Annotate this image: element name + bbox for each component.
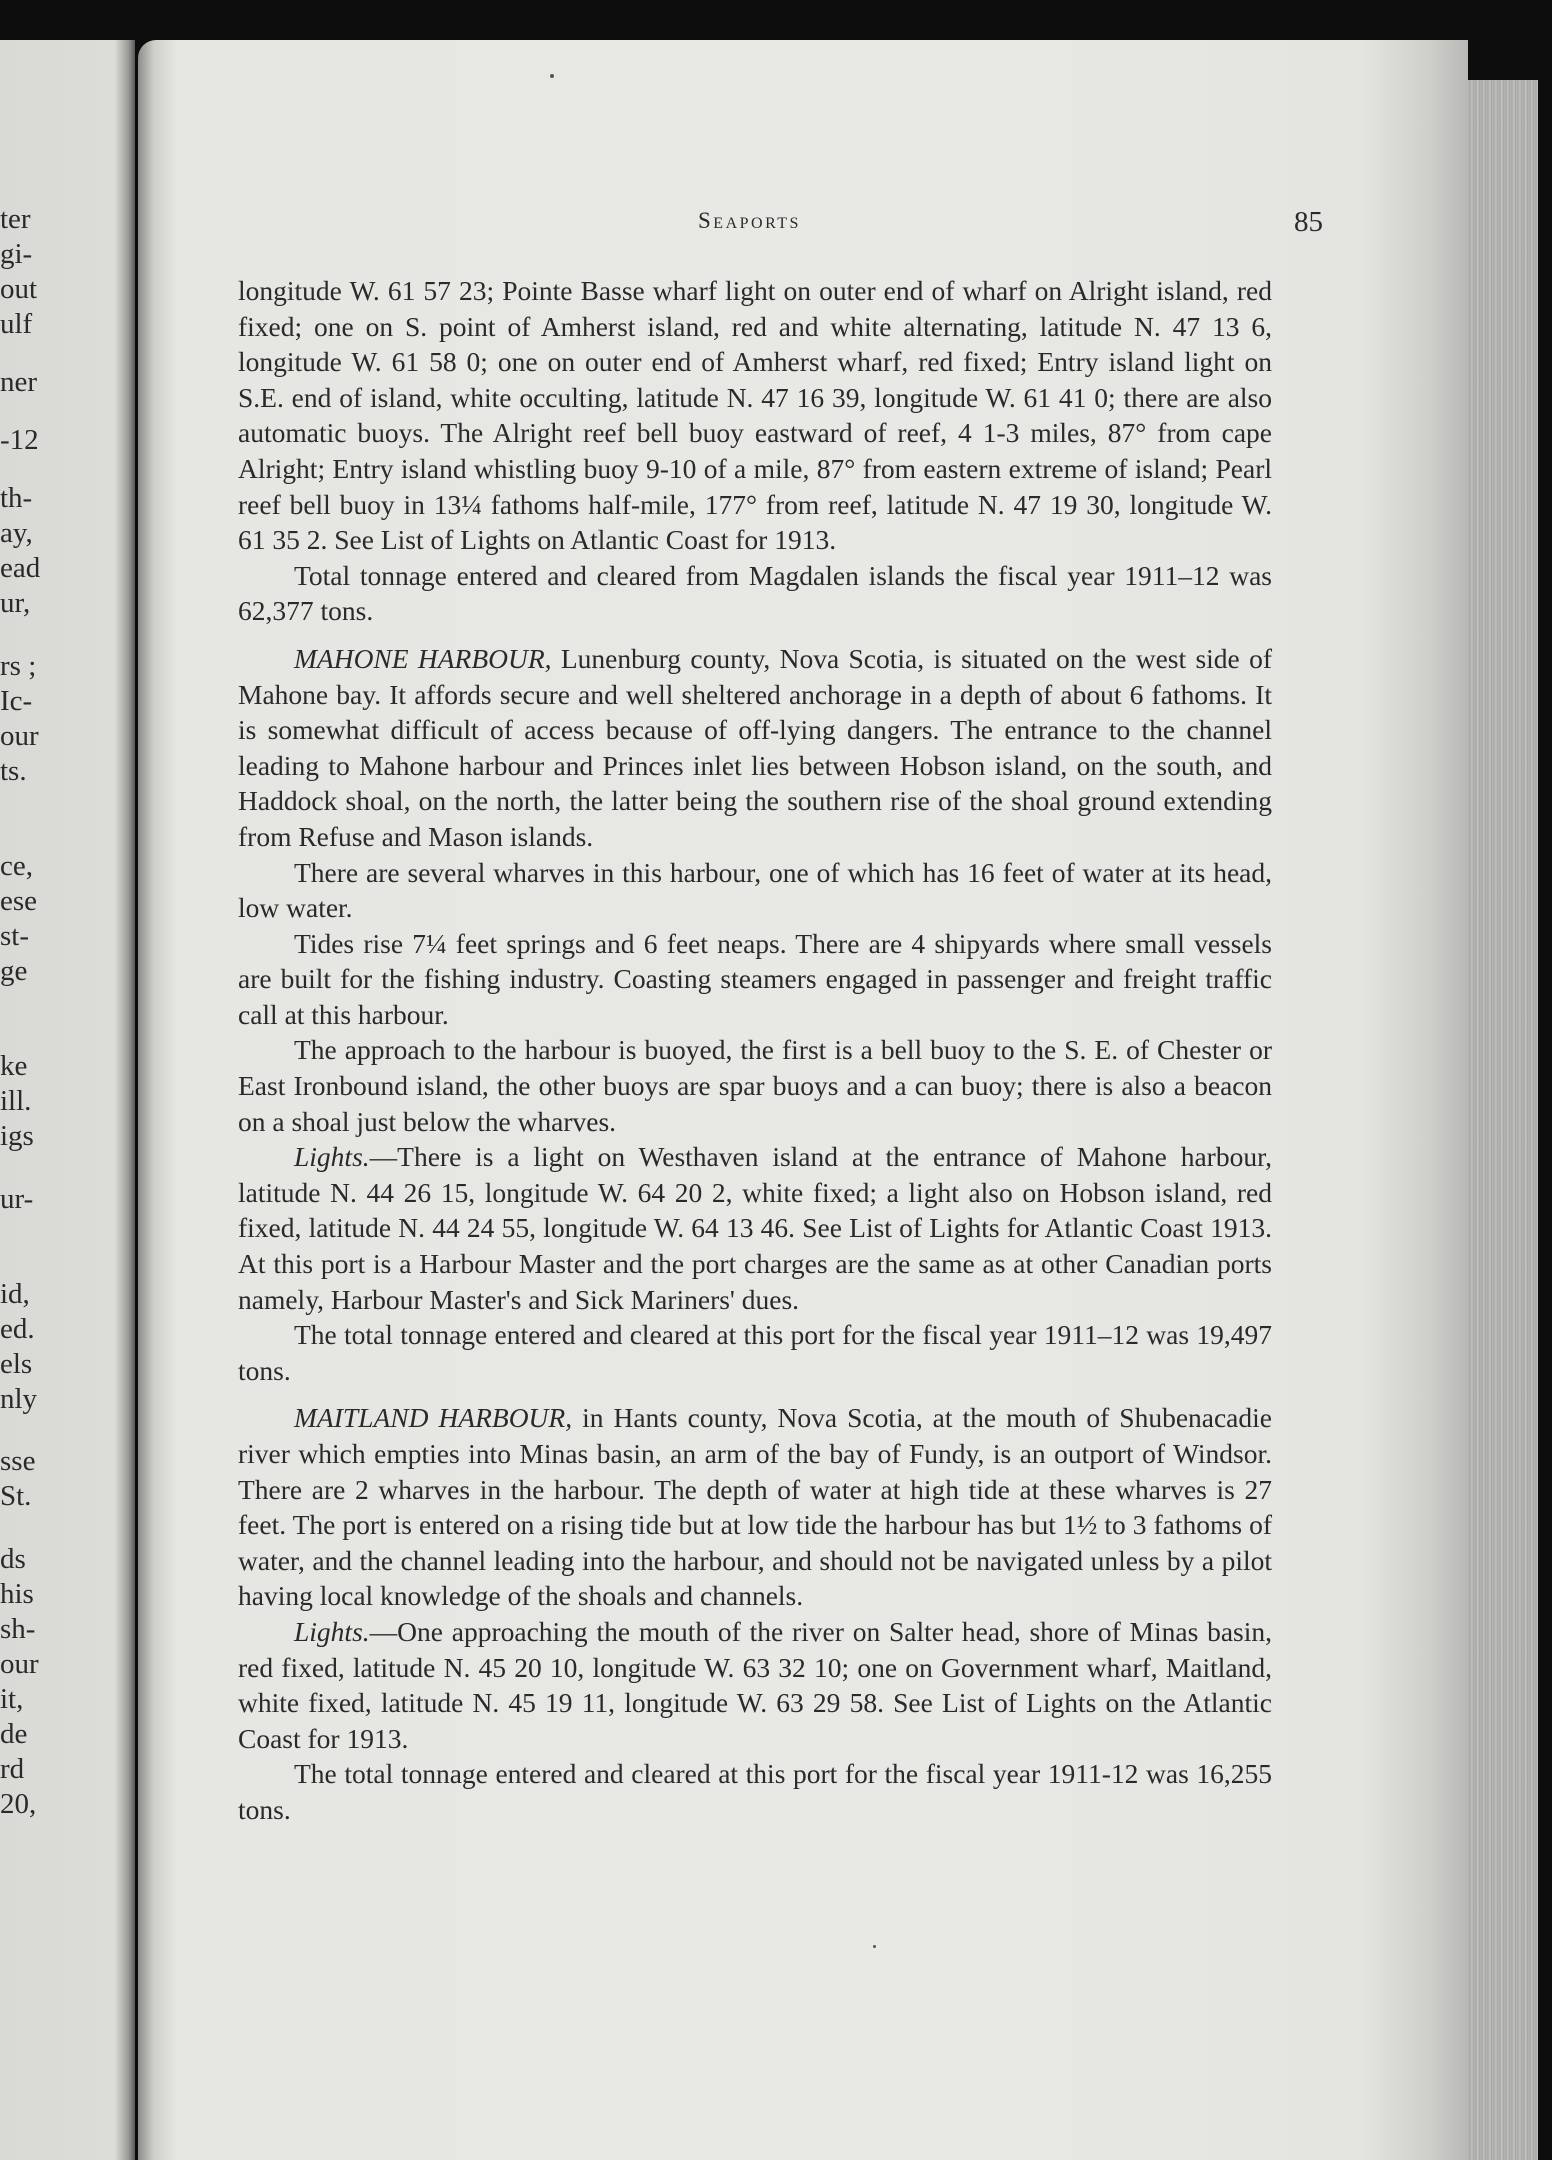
previous-page-fragment: rs ;	[0, 650, 37, 682]
previous-page-fragment: ill.	[0, 1085, 32, 1117]
mahone-lights-text: —There is a light on Westhaven island at the entrance of Mahone harbour, latitude N. 44 26 15, longitude W. 64 20 2, white fixed; a light also on Hobson island, red fixed, latitude N. 44 24 55, longitude W. 64 13 46. See List of Lights for Atlantic Coast 1913. At this port is a Harbour Master and the port charges are the same as at other Canadian ports namely, Harbour Master's and Sick Mariners' dues.	[238, 1141, 1272, 1315]
previous-page-fragment: out	[0, 273, 38, 305]
previous-page-fragment: id,	[0, 1278, 30, 1310]
mahone-harbour-title: MAHONE HARBOUR,	[294, 642, 552, 674]
paragraph-maitland-tonnage: The total tonnage entered and cleared at this port for the fiscal year 1911-12 was 16,255 tons.	[238, 1758, 1272, 1825]
previous-page-fragment: ge	[0, 955, 28, 987]
page-edge-stack	[1468, 80, 1538, 2160]
previous-page-fragment: els	[0, 1348, 33, 1380]
maitland-harbour-title: MAITLAND HARBOUR,	[294, 1402, 573, 1434]
previous-page-fragment: ead	[0, 552, 41, 584]
previous-page-fragment: ds	[0, 1543, 26, 1575]
maitland-lights-text: —One approaching the mouth of the river on Salter head, shore of Minas basin, red fixed, latitude N. 45 20 10, longitude W. 63 32 10; one on Government wharf, Maitland, white fixed, latitude N. 45 19 11, longitude W. 63 29 58. See List of Lights on the Atlantic Coast for 1913.	[238, 1615, 1272, 1754]
paragraph-mahone-tonnage: The total tonnage entered and cleared at this port for the fiscal year 1911–12 was 19,497 tons.	[238, 1319, 1272, 1386]
lights-label: Lights.	[294, 1141, 370, 1173]
previous-page-fragment: nly	[0, 1383, 38, 1415]
previous-page-fragment: our	[0, 720, 39, 752]
previous-page-fragment: our	[0, 1648, 39, 1680]
paragraph-mahone-lights	[238, 1139, 1272, 1317]
paragraph-magdalen-lights: longitude W. 61 57 23; Pointe Basse wharf light on outer end of wharf on Alright island, red fixed; one on S. point of Amherst island, red and white alternating, latitude N. 47 13 6, longitude W. 61 58 0; one on outer end of Amherst wharf, red fixed; Entry island light on S.E. end of island, white occulting, latitude N. 47 16 39, longitude W. 61 41 0; there are also automatic buoys. The Alright reef bell buoy eastward of reef, 4 1-3 miles, 87° from cape Alright; Entry island whistling buoy 9-10 of a mile, 87° from eastern extreme of island; Pearl reef bell buoy in 13¼ fathoms half-mile, 177° from reef, latitude N. 47 19 30, longitude W. 61 35 2. See List of Lights on Atlantic Coast for 1913.	[238, 275, 1272, 556]
body-text	[238, 273, 1272, 1828]
paragraph-maitland-lights	[238, 1614, 1272, 1756]
previous-page-fragment: sse	[0, 1445, 36, 1477]
previous-page-fragment: ed.	[0, 1313, 35, 1345]
speck	[873, 1945, 876, 1948]
previous-page-fragment: 20,	[0, 1788, 37, 1820]
paragraph-maitland-intro	[238, 1400, 1272, 1614]
page-header	[138, 208, 1468, 248]
previous-page-fragment: rd	[0, 1753, 25, 1785]
previous-page-fragment: -12	[0, 424, 39, 456]
previous-page-fragment: ce,	[0, 850, 33, 882]
previous-page-fragment: it,	[0, 1683, 24, 1715]
previous-page-fragment: ese	[0, 885, 38, 917]
paragraph-mahone-tides: Tides rise 7¼ feet springs and 6 feet neaps. There are 4 shipyards where small vessels are built for the fishing industry. Coasting steamers engaged in passenger and freight traffic call at this harbour.	[238, 927, 1272, 1030]
maitland-intro-text: in Hants county, Nova Scotia, at the mouth of Shubenacadie river which empties into Minas basin, an arm of the bay of Fundy, is an outport of Windsor. There are 2 wharves in the harbour. The depth of water at high tide at these wharves is 27 feet. The port is entered on a rising tide but at low tide the harbour has but 1½ to 3 fathoms of water, and the channel leading into the harbour, and should not be navigated unless by a pilot having local knowledge of the shoals and channels.	[238, 1402, 1272, 1612]
lights-label: Lights.	[294, 1615, 370, 1647]
speck	[550, 74, 554, 78]
previous-page-fragment: ulf	[0, 308, 33, 340]
previous-page-fragment: ur,	[0, 587, 31, 619]
book-page	[138, 40, 1468, 2160]
previous-page-fragment: th-	[0, 482, 33, 514]
paragraph-mahone-wharves: There are several wharves in this harbour, one of which has 16 feet of water at its head, low water.	[238, 856, 1272, 924]
previous-page-fragment: igs	[0, 1120, 34, 1152]
paragraph-mahone-approach: The approach to the harbour is buoyed, the first is a bell buoy to the S. E. of Chester or East Ironbound island, the other buoys are spar buoys and a can buoy; there is also a beacon on a shoal just below the wharves.	[238, 1034, 1272, 1137]
paragraph-magdalen-tonnage: Total tonnage entered and cleared from Magdalen islands the fiscal year 1911–12 was 62,377 tons.	[238, 559, 1272, 627]
previous-page-strip	[0, 40, 135, 2160]
paragraph-mahone-intro	[238, 641, 1272, 855]
mahone-intro-text: Lunenburg county, Nova Scotia, is situated on the west side of Mahone bay. It affords secure and well sheltered anchorage in a depth of about 6 fathoms. It is somewhat difficult of access because of off-lying dangers. The entrance to the channel leading to Mahone harbour and Princes inlet lies between Hobson island, on the south, and Haddock shoal, on the north, the latter being the southern rise of the shoal ground extending from Refuse and Mason islands.	[238, 642, 1272, 852]
running-head: Seaports	[698, 208, 801, 233]
previous-page-fragment: St.	[0, 1480, 32, 1512]
previous-page-fragment: ter	[0, 203, 31, 235]
previous-page-fragment: ur-	[0, 1183, 34, 1215]
previous-page-fragment: ke	[0, 1050, 28, 1082]
previous-page-fragment: ay,	[0, 517, 33, 549]
previous-page-fragment: sh-	[0, 1613, 36, 1645]
page-number: 85	[1294, 206, 1323, 238]
previous-page-fragment: gi-	[0, 238, 33, 270]
previous-page-fragment: st-	[0, 920, 29, 952]
previous-page-fragment: de	[0, 1718, 28, 1750]
previous-page-fragment: ts.	[0, 755, 27, 787]
previous-page-fragment: Ic-	[0, 685, 33, 717]
previous-page-fragment: ner	[0, 366, 38, 398]
previous-page-fragment: his	[0, 1578, 34, 1610]
